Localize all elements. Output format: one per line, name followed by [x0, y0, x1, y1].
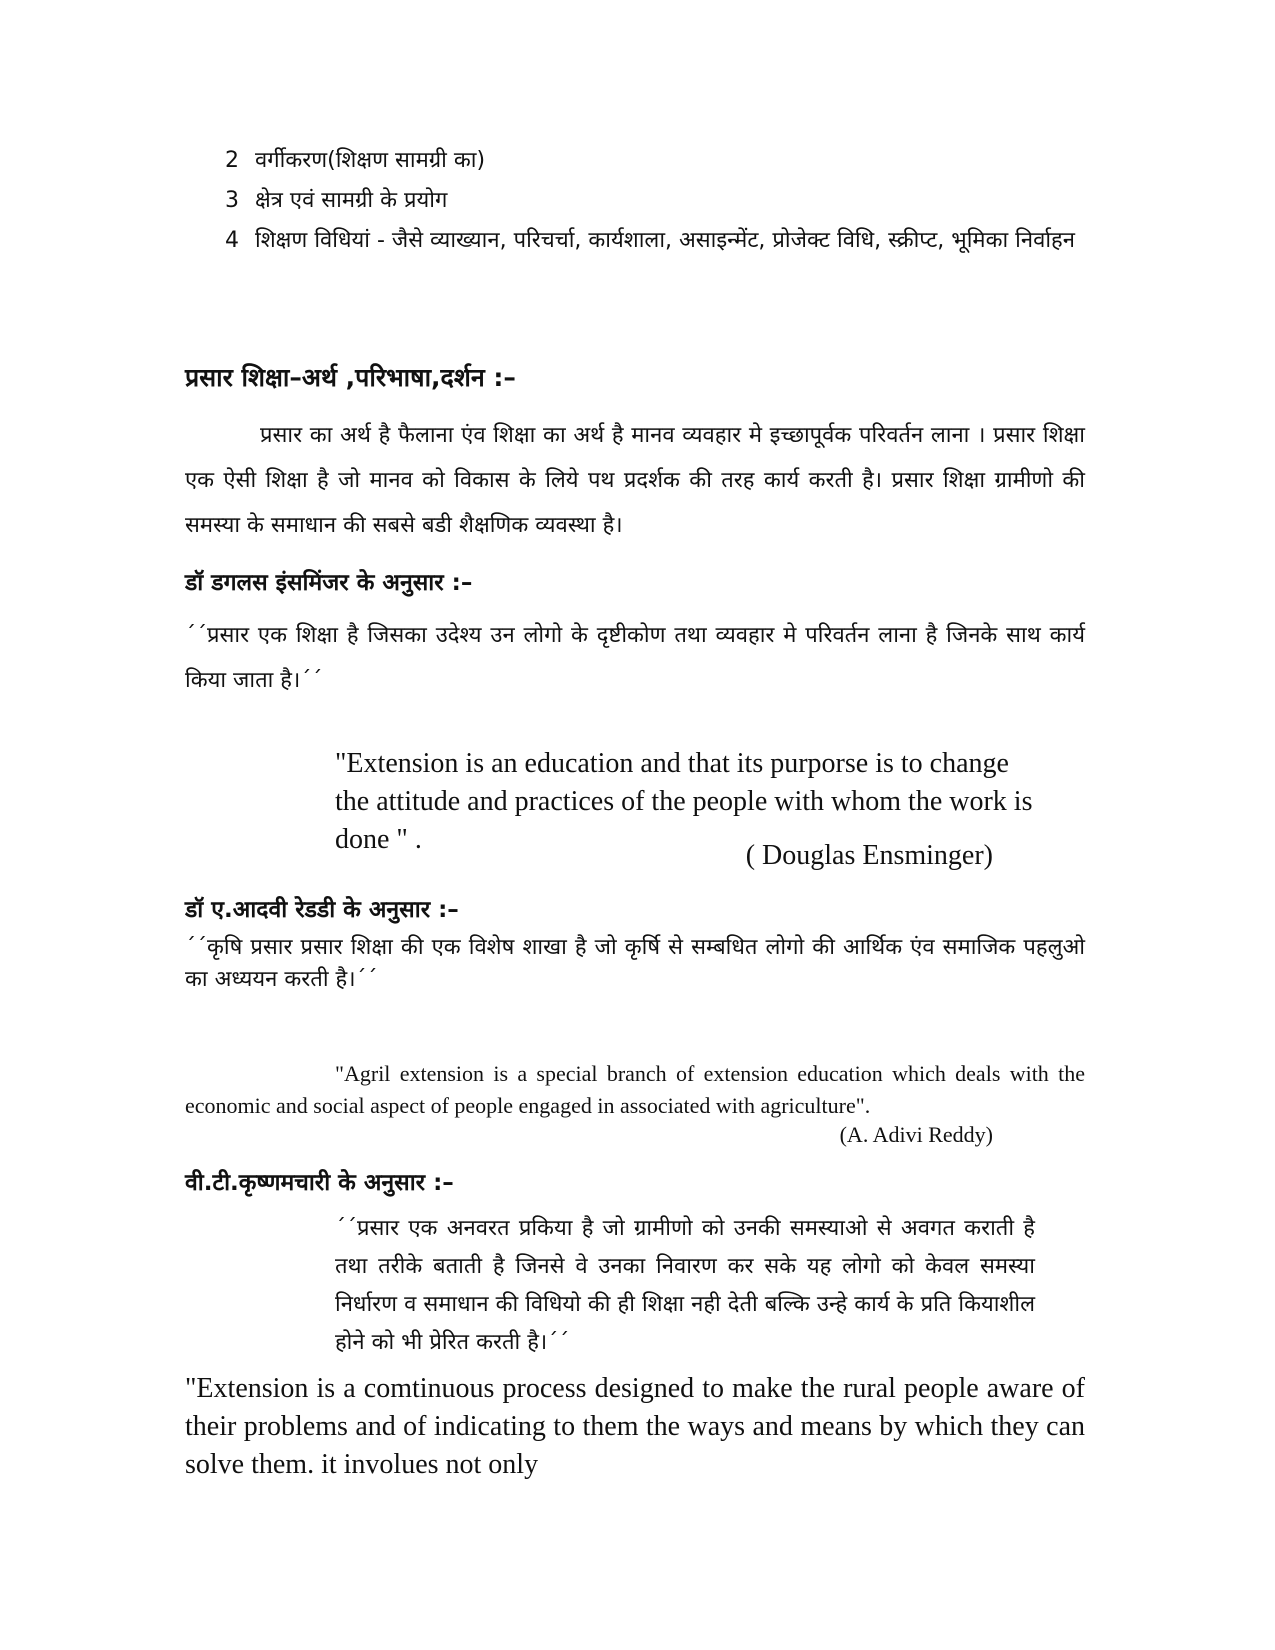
reddy-english-text: "Agril extension is a special branch of extension education which deals with the economic and social aspect of people engaged in associated with agriculture". [185, 1061, 1085, 1118]
list-item [225, 225, 1085, 257]
reddy-citation: (A. Adivi Reddy) [839, 1122, 993, 1147]
krishnamachari-heading: वी.टी.कृष्णमचारी के अनुसार :– [185, 1170, 454, 1196]
krishnamachari-english-quote: "Extension is a comtinuous process designed to make the rural people aware of their problems and of indicating to them the ways and means by which they can solve them. it involues not only [185, 1373, 1085, 1480]
ensminger-english-quote: "Extension is an education and that its purporse is to change the attitude and practices of the people with whom the work is done " . [335, 748, 1033, 855]
ensminger-heading: डॉ डगलस इंसमिंजर के अनुसार :– [185, 570, 473, 596]
krishnamachari-hindi-quote: ´´प्रसार एक अनवरत प्रकिया है जो ग्रामीणो को उनकी समस्याओ से अवगत कराती है तथा तरीके बताती है जिनसे वे उनका निवारण कर सके यह लोगो को केवल समस्या निर्धारण व समाधान की विधियो की ही शिक्षा नही देती बल्कि उन्हे कार्य के प्रति कियाशील होने को भी प्रेरित करती है।´´ [335, 1216, 1035, 1355]
list-number: 2 [225, 148, 239, 173]
section-heading: प्रसार शिक्षा–अर्थ ,परिभाषा,दर्शन :– [185, 363, 516, 392]
reddy-hindi-quote: ´´कृषि प्रसार प्रसार शिक्षा की एक विशेष शाखा है जो कृर्षि से सम्बधित लोगो की आर्थिक एंव समाजिक पहलुओ का अध्ययन करती है।´´ [185, 935, 1085, 992]
reddy-heading: डॉ ए.आदवी रेडडी के अनुसार :– [185, 897, 459, 923]
intro-paragraph: प्रसार का अर्थ है फैलाना एंव शिक्षा का अर्थ है मानव व्यवहार मे इच्छापूर्वक परिवर्तन लाना । प्रसार शिक्षा एक ऐसी शिक्षा है जो मानव को विकास के लिये पथ प्रदर्शक की तरह कार्य करती है। प्रसार शिक्षा ग्रामीणो की समस्या के समाधान की सबसे बडी शैक्षणिक व्यवस्था है। [185, 423, 1085, 538]
list-number: 3 [225, 188, 239, 213]
list-text: वर्गीकरण(शिक्षण सामग्री का) [255, 148, 486, 173]
numbered-list [225, 145, 1085, 265]
reddy-english-quote [185, 1058, 1085, 1122]
ensminger-hindi-quote: ´´प्रसार एक शिक्षा है जिसका उदेश्य उन लोगो के दृष्टीकोण तथा व्यवहार मे परिवर्तन लाना है जिनके साथ कार्य किया जाता है।´´ [185, 623, 1085, 693]
list-item [225, 145, 1085, 177]
list-text: शिक्षण विधियां - जैसे व्याख्यान, परिचर्चा, कार्यशाला, असाइन्मेंट, प्रोजेक्ट विधि, स्क्रीप्ट, भूमिका निर्वाहन [255, 228, 1075, 253]
list-number: 4 [225, 228, 239, 253]
list-item [225, 185, 1085, 217]
ensminger-citation: ( Douglas Ensminger) [745, 840, 993, 871]
list-text: क्षेत्र एवं सामग्री के प्रयोग [255, 188, 448, 213]
